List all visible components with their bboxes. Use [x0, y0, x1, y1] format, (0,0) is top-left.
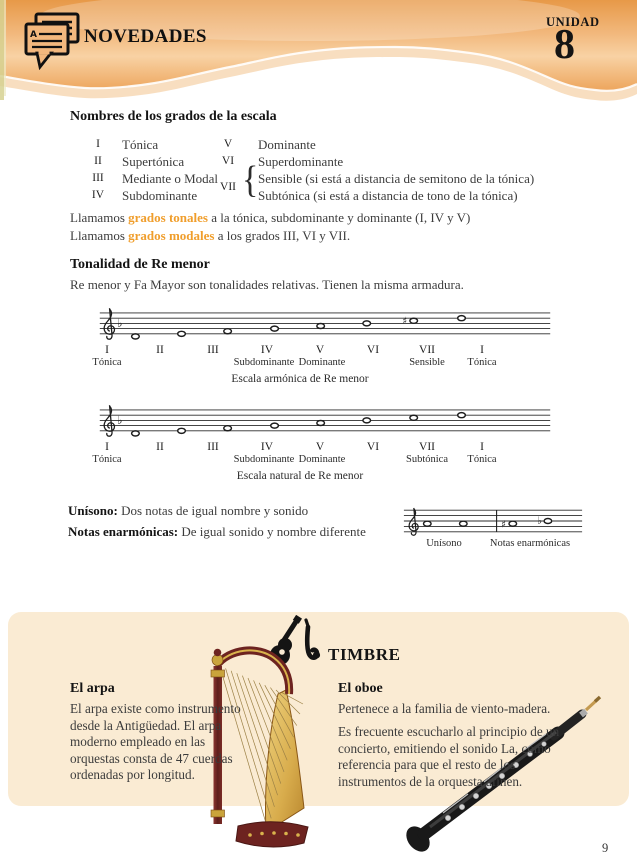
staff2-degree-label: Tónica	[92, 454, 122, 465]
staff2-degree-label: Tónica	[467, 454, 497, 465]
degree-numeral: IV	[91, 189, 105, 201]
staff2-numeral: I	[480, 441, 484, 453]
degree-name: Superdominante	[258, 154, 344, 169]
staff1-numeral: V	[315, 344, 325, 356]
enarmonicas-line	[68, 523, 366, 540]
tonales-prefix: Llamamos	[70, 210, 129, 225]
tonales-rest: a la tónica, subdominante y dominante (I, IV y V)	[207, 210, 471, 225]
staff2-numeral: VI	[366, 441, 380, 453]
enarmonicas-term: Notas enarmónicas:	[68, 524, 179, 539]
staff-natural-scale	[66, 403, 584, 443]
degree-name-subtonica: Subtónica (si está a distancia de tono de la tónica)	[258, 188, 518, 203]
staff2-degree-label: Subtónica	[406, 454, 448, 465]
svg-text:A: A	[30, 30, 37, 40]
unit-label: UNIDAD	[546, 15, 600, 29]
degree-name-sensible: Sensible (si está a distancia de semitono de la tónica)	[258, 171, 535, 186]
unisono-staff-label: Unísono	[426, 538, 462, 549]
staff2-numeral: III	[207, 441, 219, 453]
staff1-degree-label: Dominante	[298, 357, 346, 368]
page-edge-strip	[0, 0, 4, 100]
sharp-sign: ♯	[501, 519, 506, 531]
header-banner	[0, 0, 637, 105]
oboe-heading: El oboe	[338, 681, 383, 696]
oboe-paragraph-1: Pertenece a la familia de viento-madera.	[338, 701, 551, 716]
staff1-numeral: IV	[260, 344, 274, 356]
grados-tonales-line	[70, 209, 470, 226]
staff2-degree-label: Subdominante	[233, 454, 295, 465]
staff-unisono-enarmonicas	[394, 503, 592, 539]
staff1-numeral: III	[207, 344, 219, 356]
staff1-numeral: II	[156, 344, 164, 356]
degree-numeral-vii: VII	[220, 181, 236, 193]
page-number: 9	[602, 841, 609, 855]
unit-number: 8	[554, 22, 575, 68]
staff2-degree-label: Dominante	[298, 454, 346, 465]
degree-numeral: V	[223, 138, 233, 150]
staff2-numeral: IV	[260, 441, 274, 453]
enarmonicas-def: De igual sonido y nombre diferente	[178, 524, 366, 539]
staff1-degree-label: Tónica	[467, 357, 497, 368]
key-flat-sign: ♭	[117, 414, 123, 428]
staff2-caption: Escala natural de Re menor	[236, 470, 364, 482]
oboe-reed-tip	[595, 697, 600, 702]
vii-brace: {	[242, 159, 259, 202]
unisono-def: Dos notas de igual nombre y sonido	[117, 503, 309, 518]
degree-numeral: II	[94, 155, 102, 167]
tonales-term: grados tonales	[128, 210, 208, 225]
staff2-numeral: I	[105, 441, 109, 453]
staff2-numeral: VII	[419, 441, 435, 453]
staff1-numeral: I	[105, 344, 109, 356]
degree-name: Tónica	[122, 137, 159, 152]
staff2-numeral: II	[156, 441, 164, 453]
page-title: NOVEDADES	[84, 26, 207, 47]
tonalidad-heading: Tonalidad de Re menor	[70, 257, 210, 272]
staff1-caption: Escala armónica de Re menor	[231, 373, 369, 385]
treble-clef-icon	[409, 508, 418, 535]
degree-numeral: III	[92, 172, 104, 184]
modales-prefix: Llamamos	[70, 228, 129, 243]
harp-soundboard	[266, 690, 305, 832]
staff1-degree-label: Sensible	[409, 357, 445, 368]
page-edge-strip-fade	[4, 0, 6, 96]
key-flat-sign: ♭	[117, 317, 123, 331]
tonalidad-body: Re menor y Fa Mayor son tonalidades relativas. Tienen la misma armadura.	[70, 277, 464, 292]
staff-harmonic-scale	[66, 306, 584, 346]
saxophone-mouthpiece	[306, 620, 308, 627]
degree-name: Subdominante	[122, 188, 198, 203]
degree-numeral: VI	[221, 155, 235, 167]
staff1-degree-label: Tónica	[92, 357, 122, 368]
unisono-line	[68, 502, 308, 519]
degree-name: Mediante o Modal	[122, 171, 219, 186]
sharp-sign: ♯	[402, 316, 408, 328]
arpa-heading: El arpa	[70, 681, 115, 696]
arpa-body: El arpa existe como instrumento desde la Antigüedad. El arpa moderno empleado en las orquestas consta de 47 cuerdas ordenadas por longitud.	[70, 701, 241, 782]
oboe-paragraph-2: Es frecuente escucharlo al principio de un concierto, emitiendo el sonido La, como referencia para que el resto de los instrumentos de la orquesta afinen.	[338, 724, 560, 789]
novedades-bubbles-icon	[22, 12, 82, 70]
staff2-numeral: V	[315, 441, 325, 453]
degrees-heading: Nombres de los grados de la escala	[70, 109, 277, 124]
staff1-degree-label: Subdominante	[233, 357, 295, 368]
flat-sign: ♭	[537, 515, 542, 528]
degree-numeral: I	[96, 138, 100, 150]
staff1-numeral: VI	[366, 344, 380, 356]
grados-modales-line	[70, 227, 350, 244]
enarmonicas-staff-label: Notas enarmónicas	[489, 538, 571, 549]
degree-name: Dominante	[258, 137, 316, 152]
modales-rest: a los grados III, VI y VII.	[214, 228, 351, 243]
staff1-numeral: VII	[419, 344, 435, 356]
timbre-heading: TIMBRE	[328, 645, 401, 664]
unisono-term: Unísono:	[68, 503, 118, 518]
modales-term: grados modales	[128, 228, 215, 243]
staff1-numeral: I	[480, 344, 484, 356]
degree-name: Supertónica	[122, 154, 185, 169]
